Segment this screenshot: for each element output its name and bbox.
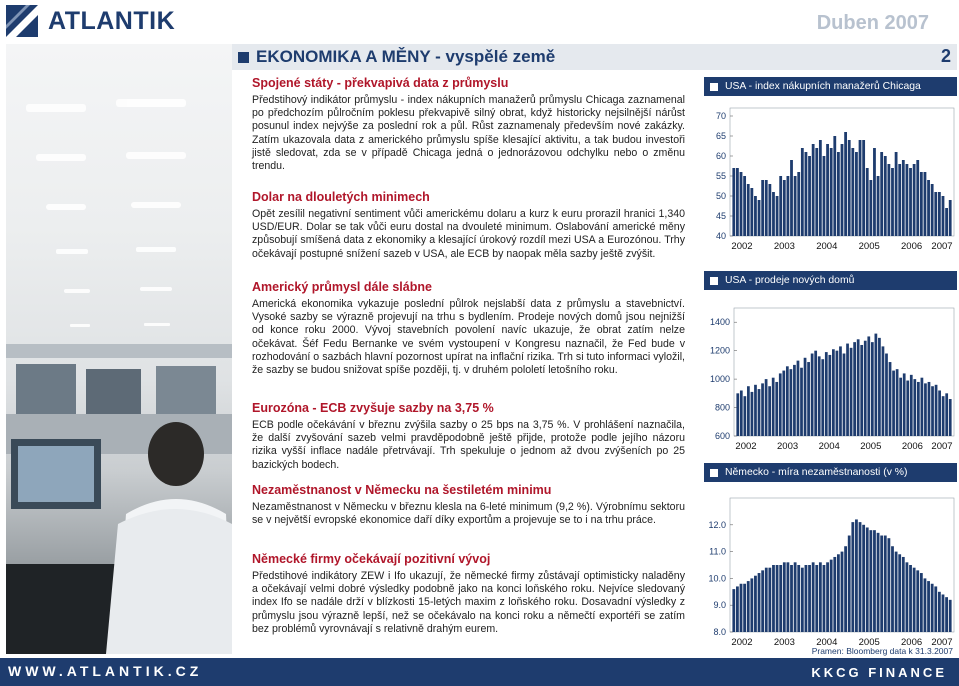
bar: [793, 365, 796, 436]
bar: [938, 192, 941, 236]
bar: [736, 393, 739, 436]
bar: [903, 373, 906, 436]
article-body: Předstihový indikátor průmyslu - index nákupních manažerů průmyslu Chicaga zaznamenal po předchozím půlročním poklesu překvapivě silný obrat, když historicky nejsilnější nárůst posunul index nejvýše za poslední rok a půl. Růst zaznamenaly především nové zakázky. Zatím ukazovala data z amerického průmyslu spíše klesající aktivitu, a tak budou investoři jistě sledovat, zda se v případě Chicaga jedná o jednorázovou odchylku nebo o změnu trendu.: [252, 94, 685, 173]
bar: [949, 200, 952, 236]
article-body: Nezaměstnanost v Německu v březnu klesla na 6-leté minimum (9,2 %). Výrobnímu sektoru se v největší evropské ekonomice daří díky exportům a projevuje se to i na trhu práce.: [252, 501, 685, 527]
office-photo: [6, 44, 232, 654]
bar: [924, 383, 927, 436]
bar: [892, 371, 895, 436]
bar: [848, 140, 851, 236]
bar: [843, 354, 846, 436]
bar: [873, 148, 876, 236]
bar: [913, 164, 916, 236]
bar: [732, 168, 735, 236]
chart-title: USA - index nákupních manažerů Chicaga: [725, 81, 921, 92]
bar: [945, 208, 948, 236]
chart-title: Německo - míra nezaměstnanosti (v %): [725, 467, 908, 478]
bar: [942, 396, 945, 436]
bar: [736, 586, 739, 632]
bar: [920, 573, 923, 632]
article-german-unemployment: [252, 483, 685, 527]
bar: [779, 176, 782, 236]
bar: [877, 533, 880, 632]
footer-brand: KKCG FINANCE: [811, 665, 947, 680]
article-body: Opět zesílil negativní sentiment vůči americkému dolaru a kurz k euru prorazil hranici 1,340 USD/EUR. Dolar se tak vůči euru dostal na dvouleté minimum. Oslabování americké měny způsobují smíšená data z ekonomiky a klesající úrokový rozdíl mezi USA a Eurozónou. Trhy očekávají postupné snížení sazeb v USA, ale ECB by naopak měla sazby ještě zvýšit.: [252, 208, 685, 260]
x-tick-label: 2004: [816, 241, 838, 252]
x-tick-label: 2005: [860, 441, 882, 452]
bar: [898, 164, 901, 236]
y-tick-label: 50: [715, 191, 726, 201]
chart-new-home-sales: [704, 290, 957, 454]
bar: [859, 522, 862, 632]
bar: [826, 144, 829, 236]
bar: [747, 581, 750, 632]
bar: [768, 184, 771, 236]
bar: [805, 565, 808, 632]
bar: [862, 140, 865, 236]
bar: [899, 378, 902, 436]
x-tick-label: 2003: [777, 441, 799, 452]
chart-bullet-icon: [710, 83, 718, 91]
bar: [743, 176, 746, 236]
bar: [783, 562, 786, 632]
article-title: Americký průmysl dále slábne: [252, 280, 432, 294]
bar: [841, 552, 844, 632]
x-tick-label: 2005: [858, 637, 880, 648]
bar: [837, 152, 840, 236]
bar: [786, 366, 789, 436]
bar: [751, 392, 754, 436]
bar: [880, 536, 883, 632]
bar: [790, 160, 793, 236]
x-tick-label: 2003: [773, 241, 795, 252]
bar: [906, 562, 909, 632]
bar: [807, 362, 810, 436]
bar: [743, 396, 746, 436]
bar: [949, 600, 952, 632]
x-tick-label: 2005: [858, 241, 880, 252]
bar: [898, 554, 901, 632]
bar: [836, 351, 839, 436]
chart-header: [704, 271, 957, 290]
bar: [754, 196, 757, 236]
bar: [938, 390, 941, 436]
bar: [758, 200, 761, 236]
bar: [913, 568, 916, 632]
bar: [853, 342, 856, 436]
bar: [782, 371, 785, 436]
bar: [819, 562, 822, 632]
x-tick-label: 2004: [818, 441, 840, 452]
y-tick-label: 1400: [709, 317, 730, 328]
bar: [828, 355, 831, 436]
chart-header: [704, 463, 957, 482]
bar: [869, 530, 872, 632]
bar: [790, 565, 793, 632]
bar: [747, 386, 750, 436]
article-title: Spojené státy - překvapivá data z průmyslu: [252, 76, 509, 90]
bar: [866, 168, 869, 236]
bar: [832, 349, 835, 436]
bar: [920, 172, 923, 236]
x-tick-label: 2006: [901, 441, 923, 452]
bar: [772, 565, 775, 632]
bar: [924, 172, 927, 236]
bar: [884, 536, 887, 632]
bar: [779, 565, 782, 632]
bar: [931, 584, 934, 632]
y-tick-label: 1000: [709, 374, 730, 385]
x-tick-label: 2002: [731, 241, 753, 252]
y-tick-label: 12.0: [708, 519, 726, 530]
bar: [850, 348, 853, 436]
bar: [878, 338, 881, 436]
bar: [902, 160, 905, 236]
bar: [821, 359, 824, 436]
bar: [736, 168, 739, 236]
bar: [895, 152, 898, 236]
bar: [846, 344, 849, 436]
x-tick-label: 2003: [773, 637, 795, 648]
bar: [772, 192, 775, 236]
bar: [874, 334, 877, 436]
bar: [935, 385, 938, 436]
bar: [804, 358, 807, 436]
bar: [841, 144, 844, 236]
bar: [906, 381, 909, 436]
atlantik-logo: [6, 4, 175, 38]
bar: [786, 562, 789, 632]
x-tick-label: 2002: [735, 441, 757, 452]
bar: [750, 188, 753, 236]
bar: [801, 568, 804, 632]
data-source: Pramen: Bloomberg data k 31.3.2007: [811, 646, 953, 656]
bar: [902, 557, 905, 632]
bar: [855, 152, 858, 236]
bar: [815, 565, 818, 632]
bar: [909, 565, 912, 632]
chart-header: [704, 77, 957, 96]
bar: [942, 196, 945, 236]
x-tick-label: 2004: [816, 637, 838, 648]
y-tick-label: 600: [714, 431, 730, 441]
bar: [927, 180, 930, 236]
bar: [949, 399, 952, 436]
article-body: ECB podle očekávání v březnu zvýšila sazby o 25 bps na 3,75 %. V prohlášení naznačila, že další zvyšování sazeb velmi pravděpodobně ještě přijde, protože podle jejího názoru rizika vyšší inflace nadále přetrvávají. Trh spekuluje o jednom až dvou zvýšeních po 25 bazických bodech.: [252, 419, 685, 471]
title-bullet-icon: [238, 52, 249, 63]
bar: [797, 361, 800, 436]
chart-chicago-pmi: [704, 96, 957, 256]
bar: [917, 382, 920, 436]
bar: [916, 570, 919, 632]
chart-title: USA - prodeje nových domů: [725, 275, 855, 286]
bar: [768, 568, 771, 632]
footer-bar: [0, 658, 959, 686]
bar: [913, 379, 916, 436]
section-title-bar: [232, 44, 957, 70]
issue-date: Duben 2007: [816, 12, 929, 34]
footer-website-link[interactable]: WWW.ATLANTIK.CZ: [8, 663, 203, 679]
bar: [765, 379, 768, 436]
bar: [740, 172, 743, 236]
y-tick-label: 9.0: [713, 600, 726, 611]
bar: [928, 382, 931, 436]
section-title: EKONOMIKA A MĚNY - vyspělé země: [256, 47, 556, 66]
bar: [779, 373, 782, 436]
article-us-industry: [252, 76, 685, 173]
bar: [931, 386, 934, 436]
bar: [823, 156, 826, 236]
bar: [934, 586, 937, 632]
bar: [830, 148, 833, 236]
bar: [794, 176, 797, 236]
x-tick-label: 2002: [731, 637, 753, 648]
bar: [896, 369, 899, 436]
bar: [924, 578, 927, 632]
bar: [812, 562, 815, 632]
bar: [800, 368, 803, 436]
article-title: Nezaměstnanost v Německu na šestiletém minimu: [252, 483, 552, 497]
bar: [833, 136, 836, 236]
bar: [811, 354, 814, 436]
bar: [775, 382, 778, 436]
chart-panel-german-unemployment: [704, 463, 957, 654]
bar: [938, 592, 941, 632]
bar: [768, 386, 771, 436]
bar: [891, 168, 894, 236]
y-tick-label: 45: [715, 211, 726, 221]
bar: [859, 140, 862, 236]
bar: [871, 342, 874, 436]
y-tick-label: 10.0: [708, 573, 726, 584]
page-number: 2: [940, 46, 951, 66]
bar: [754, 385, 757, 436]
bar: [884, 156, 887, 236]
y-tick-label: 60: [715, 151, 726, 161]
bar: [823, 565, 826, 632]
bar: [754, 576, 757, 632]
bar: [758, 573, 761, 632]
bar: [808, 156, 811, 236]
article-us-industry-weakens: [252, 280, 685, 377]
bar: [765, 568, 768, 632]
bar: [942, 594, 945, 632]
article-german-firms: [252, 552, 685, 636]
bar: [885, 354, 888, 436]
bar: [797, 565, 800, 632]
bar: [910, 375, 913, 436]
bar: [758, 389, 761, 436]
bar: [916, 160, 919, 236]
bar: [934, 192, 937, 236]
bar: [761, 383, 764, 436]
bar: [873, 530, 876, 632]
bar: [877, 176, 880, 236]
bar: [801, 148, 804, 236]
bar: [826, 562, 829, 632]
bar: [844, 132, 847, 236]
bar: [844, 546, 847, 632]
bar: [790, 369, 793, 436]
y-tick-label: 11.0: [709, 546, 726, 557]
bar: [882, 346, 885, 436]
bar: [818, 356, 821, 436]
bar: [945, 597, 948, 632]
y-tick-label: 70: [715, 111, 726, 121]
bar: [743, 584, 746, 632]
bar: [931, 184, 934, 236]
bar: [819, 140, 822, 236]
bar: [855, 519, 858, 632]
chart-german-unemployment: [704, 482, 957, 654]
bar: [906, 164, 909, 236]
chart-bullet-icon: [710, 469, 718, 477]
article-title: Eurozóna - ECB zvyšuje sazby na 3,75 %: [252, 401, 494, 415]
bar: [848, 536, 851, 632]
chart-panel-chicago-pmi: [704, 77, 957, 256]
article-title: Německé firmy očekávají pozitivní vývoj: [252, 552, 491, 566]
x-tick-label: 2007: [931, 637, 953, 648]
y-tick-label: 8.0: [713, 627, 726, 637]
bar: [783, 180, 786, 236]
x-tick-label: 2007: [931, 241, 953, 252]
bar: [857, 339, 860, 436]
bar: [761, 180, 764, 236]
bar: [851, 522, 854, 632]
bar: [921, 378, 924, 436]
bar: [732, 589, 735, 632]
x-tick-label: 2007: [931, 441, 953, 452]
bar: [740, 390, 743, 436]
bar: [825, 352, 828, 436]
bar: [786, 176, 789, 236]
bar: [797, 172, 800, 236]
bar: [765, 180, 768, 236]
bar: [862, 525, 865, 632]
article-dollar: [252, 190, 685, 261]
bar: [750, 578, 753, 632]
article-body: Americká ekonomika vykazuje poslední půlrok nejslabší data z průmyslu a stavebnictví. Vysoké sazby se výrazně projevují na trhu s bydlením. Prodeje nových domů jsou nejnižší od konce roku 2000. Vývoj stavebních povolení navíc ukazuje, že obrat zatím nelze očekávat. Šéf Fedu Bernanke ve svém vystoupení v Kongresu naznačil, že Fed bude v rozhodování o sazbách hlavní pozornost upírat na inflační rizika. Trh si tuto informaci vyložil, že sazby se budou snižovat spíše později, tj. v druhém pololetí letošního roku.: [252, 298, 685, 377]
y-tick-label: 1200: [709, 345, 730, 356]
bar: [772, 378, 775, 436]
bar: [866, 527, 869, 632]
y-tick-label: 65: [715, 131, 726, 141]
bar: [867, 336, 870, 436]
chart-bullet-icon: [710, 277, 718, 285]
y-tick-label: 40: [715, 231, 726, 241]
bar: [814, 351, 817, 436]
bar: [776, 565, 779, 632]
y-tick-label: 55: [715, 171, 726, 181]
bar: [747, 184, 750, 236]
bar: [740, 584, 743, 632]
bar: [761, 570, 764, 632]
bar: [945, 393, 948, 436]
x-tick-label: 2006: [901, 637, 923, 648]
article-body: Předstihové indikátory ZEW i Ifo ukazují, že německé firmy zůstávají optimisticky naladěny a očekávají velmi dobré výsledky podobně jako na konci loňského roku. Nejvíce sledovaný index Ifo se nadále drží v blízkosti 15-letých maxim z loňského roku. Dosavadní výsledky z průmyslu jsou výrazně lepší, než se očekávalo na konci roku a němečtí exportéři se zatím bez problémů vyrovnávají s relativně drahým eurem.: [252, 570, 685, 635]
bar: [869, 180, 872, 236]
bar: [887, 538, 890, 632]
bar: [895, 552, 898, 632]
bar: [851, 148, 854, 236]
logo-text: ATLANTIK: [48, 6, 176, 35]
bar: [887, 164, 890, 236]
bar: [889, 362, 892, 436]
atlantik-logo-mark-icon: [6, 5, 38, 37]
chart-panel-new-home-sales: [704, 271, 957, 454]
bar: [776, 196, 779, 236]
bar: [805, 152, 808, 236]
bar: [891, 546, 894, 632]
bar: [833, 557, 836, 632]
bar: [927, 581, 930, 632]
bar: [830, 560, 833, 632]
bar: [794, 562, 797, 632]
article-title: Dolar na dlouletých minimech: [252, 190, 430, 204]
bar: [864, 341, 867, 436]
bar: [837, 554, 840, 632]
bar: [860, 345, 863, 436]
bar: [909, 168, 912, 236]
x-tick-label: 2006: [901, 241, 923, 252]
article-ecb-rates: [252, 401, 685, 472]
bar: [812, 144, 815, 236]
bar: [880, 152, 883, 236]
bar: [839, 346, 842, 436]
bar: [808, 565, 811, 632]
bar: [815, 148, 818, 236]
y-tick-label: 800: [714, 402, 730, 413]
